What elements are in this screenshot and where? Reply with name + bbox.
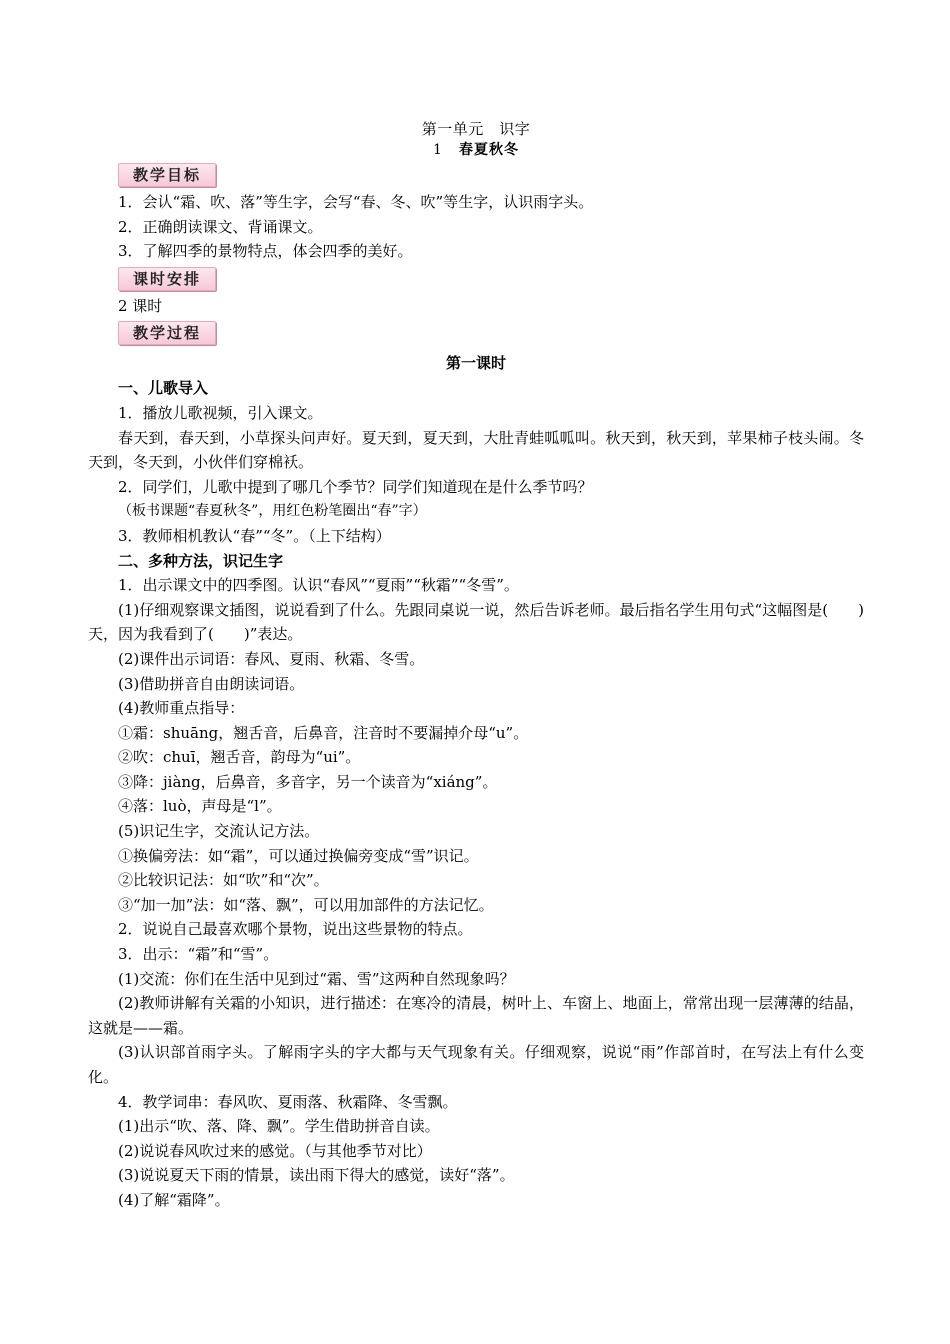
process-tag: 教学过程: [118, 321, 216, 345]
paragraph: (1)交流：你们在生活中见到过“霜、雪”这两种自然现象吗？: [118, 969, 515, 988]
paragraph: (2)课件出示词语：春风、夏雨、秋霜、冬雪。: [118, 649, 425, 668]
goal-item: 3．了解四季的景物特点，体会四季的美好。: [118, 242, 413, 261]
goals-tag: 教学目标: [118, 163, 216, 187]
paragraph: ④落：luò，声母是“l”。: [118, 797, 282, 816]
paragraph: 1．出示课文中的四季图。认识“春风”“夏雨”“秋霜”“冬雪”。: [118, 576, 519, 595]
schedule-tag: 课时安排: [118, 267, 216, 291]
paragraph: (3)借助拼音自由朗读词语。: [118, 674, 305, 693]
period-title: 第一课时: [445, 354, 506, 373]
paragraph: ②吹：chuī，翘舌音，韵母为“ui”。: [118, 748, 361, 767]
paragraph: (2)教师讲解有关霜的小知识，进行描述：在寒冷的清晨，树叶上、车窗上、地面上，常常出现一层薄薄的结晶，这就是——霜。: [88, 994, 864, 1037]
paragraph: 春天到，春天到，小草探头问声好。夏天到，夏天到，大肚青蛙呱呱叫。秋天到，秋天到，苹果柿子枝头闹。冬天到，冬天到，小伙伴们穿棉袄。: [88, 428, 864, 472]
schedule-text: 2 课时: [118, 296, 163, 315]
goal-item: 2．正确朗读课文、背诵课文。: [118, 217, 323, 236]
paragraph: 1．播放儿歌视频，引入课文。: [118, 403, 323, 422]
paragraph: ③“加一加”法：如“落、飘”，可以用加部件的方法记忆。: [118, 895, 494, 914]
paragraph: ①霜：shuāng，翘舌音，后鼻音，注音时不要漏掉介母“u”。: [118, 723, 529, 742]
paragraph: (1)出示“吹、落、降、飘”。学生借助拼音自读。: [118, 1117, 440, 1136]
paragraph: (5)识记生字，交流认记方法。: [118, 822, 320, 841]
goal-item: 1．会认“霜、吹、落”等生字，会写“春、冬、吹”等生字，认识雨字头。: [118, 193, 594, 211]
section-heading-2: 二、多种方法，识记生字: [118, 551, 284, 570]
paragraph: 3．教师相机教认“春”“冬”。（上下结构）: [118, 526, 391, 545]
paragraph: (3)认识部首雨字头。了解雨字头的字大都与天气现象有关。仔细观察，说说“雨”作部首时，在写法上有什么变化。: [88, 1043, 864, 1086]
paragraph: 3．出示：“霜”和“雪”。: [118, 945, 279, 964]
paragraph: (3)说说夏天下雨的情景，读出雨下得大的感觉，读好“落”。: [118, 1166, 515, 1185]
paragraph: 4．教学词串：春风吹、夏雨落、秋霜降、冬雪飘。: [118, 1092, 458, 1111]
unit-title: 第一单元 识字: [421, 120, 531, 138]
paragraph: 2．说说自己最喜欢哪个景物，说出这些景物的特点。: [118, 920, 473, 939]
document-page: [88, 118, 864, 1213]
paragraph: (4)教师重点指导：: [118, 699, 245, 718]
lesson-name: 春夏秋冬: [458, 142, 519, 158]
paragraph: 2．同学们，儿歌中提到了哪几个季节？同学们知道现在是什么季节吗？: [118, 477, 593, 496]
paragraph: (4)了解“霜降”。: [118, 1190, 230, 1209]
paragraph: ①换偏旁法：如“霜”，可以通过换偏旁变成“雪”识记。: [118, 846, 479, 865]
paragraph: ②比较识记法：如“吹”和“次”。: [118, 871, 329, 890]
lesson-number: 1: [433, 142, 443, 158]
blackboard-note: （板书课题“春夏秋冬”，用红色粉笔圈出“春”字）: [118, 503, 427, 520]
paragraph: (1)仔细观察课文插图，说说看到了什么。先跟同桌说一说，然后告诉老师。最后指名学生用句式“这幅图是( )天，因为我看到了( )”表达。: [88, 600, 864, 644]
paragraph: (2)说说春风吹过来的感觉。（与其他季节对比）: [118, 1141, 432, 1160]
paragraph: ③降：jiàng，后鼻音，多音字，另一个读音为“xiáng”。: [118, 772, 498, 791]
section-heading-1: 一、儿歌导入: [118, 379, 209, 398]
lesson-title: [88, 140, 864, 160]
